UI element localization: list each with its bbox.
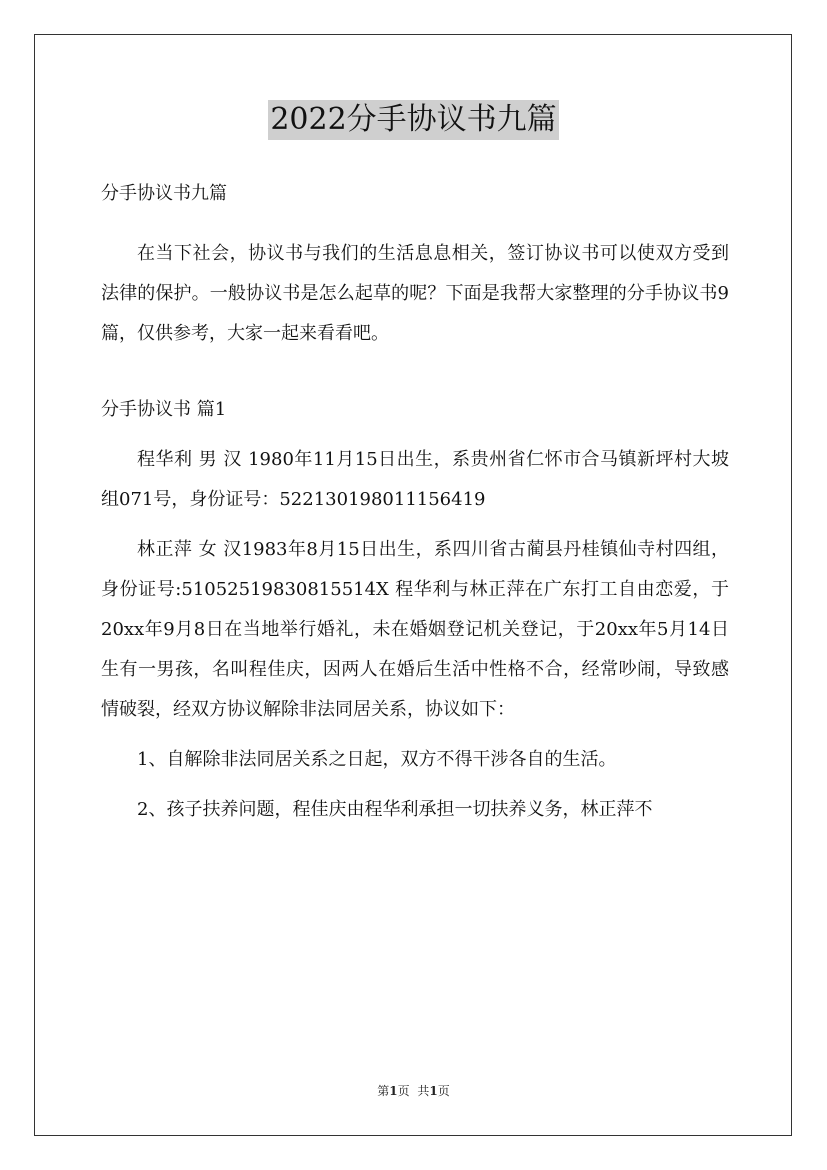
footer-total-number: 1 (429, 1084, 438, 1098)
footer-total-suffix: 页 (437, 1084, 450, 1098)
document-title: 2022分手协议书九篇 (268, 100, 558, 140)
document-subtitle: 分手协议书九篇 (101, 183, 227, 204)
title-container (0, 100, 827, 140)
intro-paragraph: 在当下社会，协议书与我们的生活息息相关，签订协议书可以使双方受到法律的保护。一般协议书是怎么起草的呢？下面是我帮大家整理的分手协议书9篇，仅供参考，大家一起来看看吧。 (101, 243, 729, 344)
footer-total-prefix: 共 (417, 1084, 430, 1098)
paragraph-party-b: 林正萍 女 汉1983年8月15日出生，系四川省古蔺县丹桂镇仙寺村四组，身份证号:51052519830815514X 程华利与林正萍在广东打工自由恋爱，于20xx年9月8日在当地举行婚礼，未在婚姻登记机关登记，于20xx年5月14日生有一男孩，名叫程佳庆，因两人在婚后生活中性格不合，经常吵闹，导致感情破裂，经双方协议解除非法同居关系，协议如下： (101, 539, 729, 720)
footer-page-number: 1 (389, 1084, 398, 1098)
document-body (101, 174, 729, 830)
paragraph-clause-2: 2、孩子扶养问题，程佳庆由程华利承担一切扶养义务，林正萍不 (137, 799, 653, 820)
section-heading: 分手协议书 篇1 (101, 399, 227, 420)
footer-page-prefix: 第 (377, 1084, 390, 1098)
section-gap (101, 354, 729, 390)
page-footer (0, 1083, 827, 1099)
footer-page-suffix: 页 (397, 1084, 410, 1098)
paragraph-clause-1: 1、自解除非法同居关系之日起，双方不得干涉各自的生活。 (137, 749, 617, 770)
paragraph-party-a: 程华利 男 汉 1980年11月15日出生，系贵州省仁怀市合马镇新坪村大坡组071号，身份证号：522130198011156419 (101, 449, 729, 510)
